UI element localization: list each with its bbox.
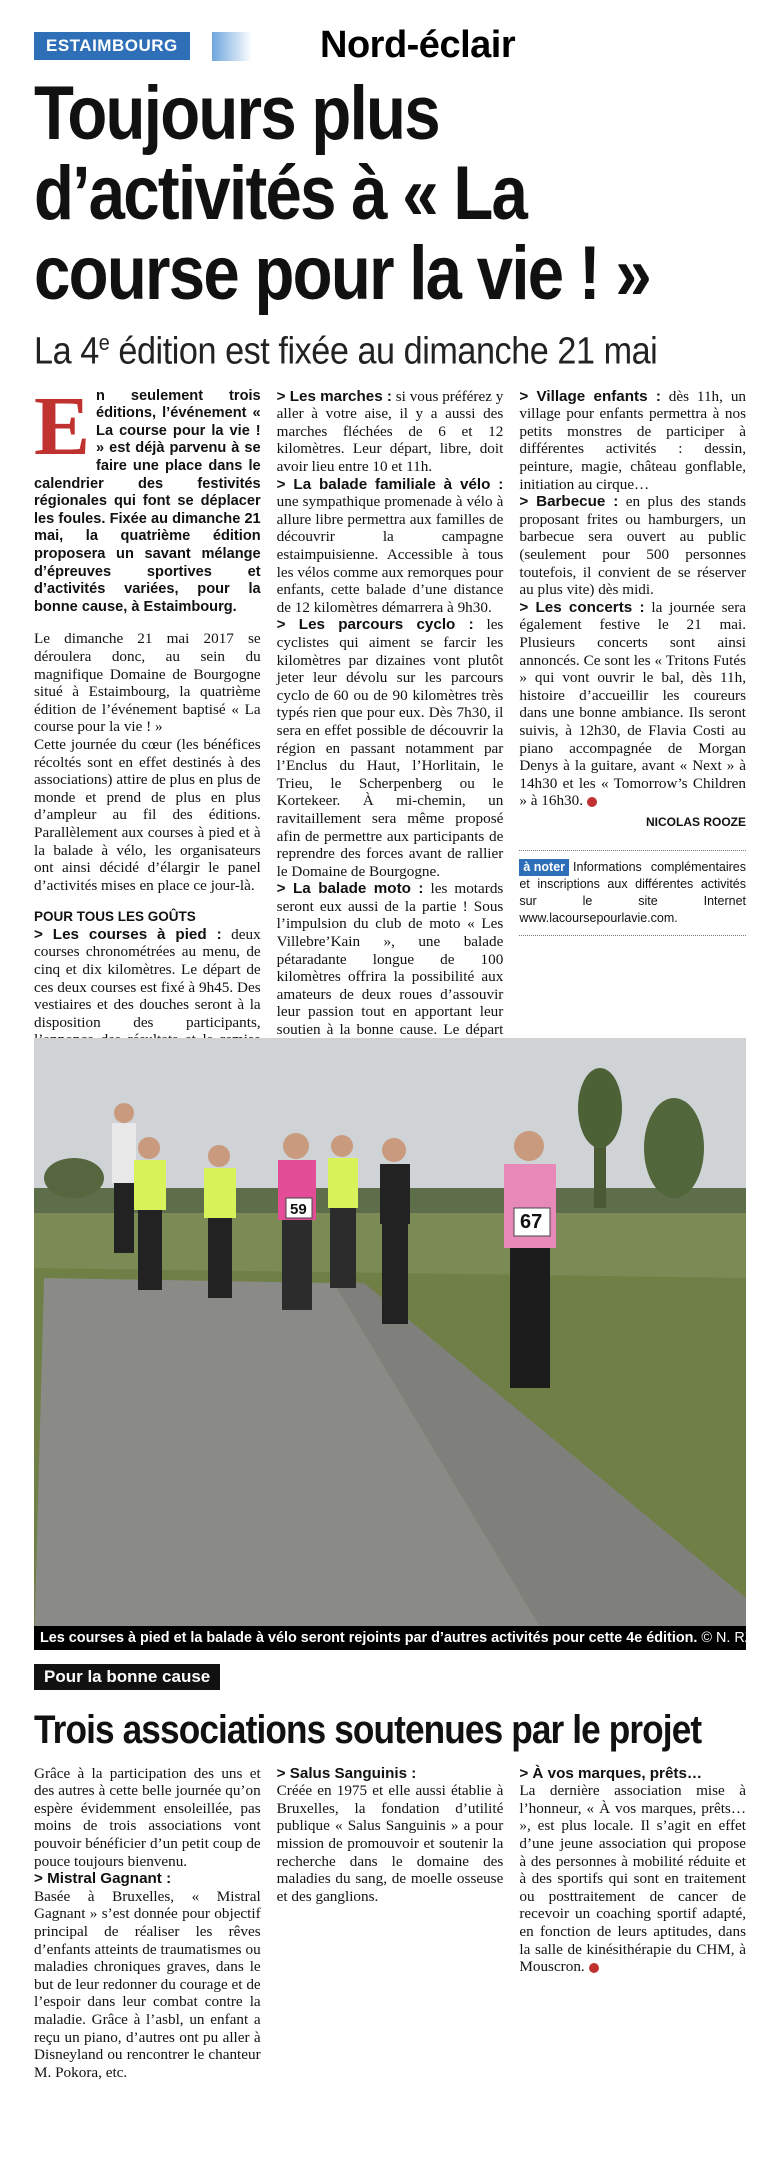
author-byline: NICOLAS ROOZE xyxy=(646,814,747,829)
item-balade xyxy=(277,476,504,617)
runners-illustration xyxy=(34,1038,746,1650)
bib-left: 59 xyxy=(290,1200,307,1218)
item-text: la journée sera également festive le 21 mai. Plusieurs concerts sont ainsi annoncés. Ce sont les « Tritons Futés » qui vont ouvrir le bal, dès 11h, histoire d’accueillir les coureurs dans une bonne ambiance. Ils seront suivis, à 12h30, de Flavia Costi au piano accompagnée de Morgan Denys à la guitare, avant « Next » à 14h30 et les « Tomorrow’s Children » à 16h30. xyxy=(519,598,747,810)
item-barbecue xyxy=(519,493,746,599)
item-text: en plus des stands proposant frites ou hamburgers, un barbecue sera ouvert au public (seulement pour 500 personnes toutefois, il convient de se réserver au plus vite) dès midi. xyxy=(519,493,747,599)
headline-line: d’activités à « La xyxy=(34,151,527,236)
body-paragraph: Cette journée du cœur (les bénéfices récoltés sont en effet destinés à des associations) attire de plus en plus de monde et prend de plus en plus d’ampleur au fil des éditions. Parallèlement aux courses à pied et à la balade à vélo, les organisateurs ont ainsi décidé d’élargir le panel d’activités mises en place ce jour-là. xyxy=(34,735,261,894)
photo-credit: © N. RZ. xyxy=(701,1629,758,1646)
dropcap: E xyxy=(34,379,91,473)
second-column-1 xyxy=(34,1765,261,2082)
second-column-2 xyxy=(277,1765,504,2082)
item-text: une sympathique promenade à vélo à allure libre permettra aux familles de découvrir la campagne estaimpuisienne. Accessible à tous les vélos comme aux remorques pour enfants, cette balade d’une distance de 12 kilomètres démarrera à 9h30. xyxy=(276,493,504,616)
section-heading: POUR TOUS LES GOÛTS xyxy=(34,909,196,925)
item-label: > Les concerts : xyxy=(519,598,645,616)
item-text: dès 11h, un village pour enfants permettra à nos petits monstres de participer à différentes activités : dessin, peinture, magie, château gonflable, initiation au cirque… xyxy=(519,387,747,493)
second-column-3 xyxy=(519,1765,746,2082)
intro-paragraph: Grâce à la participation des uns et des autres à cette belle journée qu’on espère évidemment ensoleillée, pas moins de trois associations vont pouvoir bénéficier d’un petit coup de pouce toujours bienvenu. xyxy=(34,1764,261,1870)
bib-right: 67 xyxy=(520,1210,543,1233)
item-marches xyxy=(277,388,504,476)
item-label: > Les courses à pied : xyxy=(34,925,222,943)
headline xyxy=(34,71,739,316)
masthead: Nord-éclair xyxy=(320,24,516,66)
subhead-part: édition est fixée au dimanche 21 mai xyxy=(109,330,658,373)
photo-caption xyxy=(34,1626,758,1650)
assoc-label: > Mistral Gagnant : xyxy=(34,1870,172,1888)
headline-line: course pour la vie ! » xyxy=(34,231,650,316)
article-column-2 xyxy=(276,387,504,1039)
item-village xyxy=(519,388,746,494)
article-column-3 xyxy=(519,388,746,1028)
caption-text: Les courses à pied et la balade à vélo seront rejoints par d’autres activités pour cette 4e édition. xyxy=(40,1629,698,1646)
item-text: deux courses chronométrées au menu, de cinq et dix kilomètres. Le départ de ces deux courses est fixé à 9h45. Des vestiaires et des douches seront à la disposition des participants, xyxy=(34,925,261,1031)
item-label: > Les parcours cyclo : xyxy=(276,616,474,634)
lead-paragraph xyxy=(34,379,261,617)
article-photo xyxy=(34,1038,758,1650)
item-concerts xyxy=(519,599,746,810)
item-label: > Les marches : xyxy=(276,387,392,405)
lead-text: n seulement trois éditions, l’événement « La course pour la vie ! » est déjà parvenu à se faire une place dans le calendrier des festivités régionales qui font se déplacer les foules. Fixée au dimanche 21 mai, la quatrième édition proposera un savant mélange d’épreuves sportives et d’activités variées, pour la bonne cause, à Estaimbourg. xyxy=(34,387,261,615)
item-cyclo xyxy=(277,616,504,880)
article-column-1 xyxy=(34,379,261,1031)
end-mark-icon xyxy=(589,1963,599,1973)
item-text: les motards seront eux aussi de la partie ! Sous l’impulsion du club de moto « Les Villebre’Kain », une balade pétaradante longue de 100 kilomètres offrira la possibilité aux amateurs de deux roues d’assouvir leur passion tout en apportant leur soutien à la bonne cause. Le départ xyxy=(276,880,504,1039)
note-tag: à noter xyxy=(519,859,569,876)
body-paragraph: Le dimanche 21 mai 2017 se déroulera donc, au sein du magnifique Domaine de Bourgogne situé à Estaimbourg, la quatrième édition de l’événement baptisé « La course pour la vie ! » xyxy=(34,630,261,736)
headline-line: Toujours plus xyxy=(34,71,439,156)
assoc-text-body: La dernière association mise à l’honneur, « À vos marques, prêts… », est plus locale. Il s’agit en effet d’une jeune association qui propose à des personnes à mobilité réduite et à des sportifs qui sont en traitement ou posttraitement de cancer de recevoir un coaching sportif adapté, en fonction de leurs aptitudes, dans la salle de kinésithérapie du CHM, à Mouscron. xyxy=(519,1782,747,1976)
item-label: > Barbecue : xyxy=(519,493,619,511)
section-tag: Pour la bonne cause xyxy=(34,1664,220,1690)
assoc-text: Créée en 1975 et elle aussi établie à Bruxelles, la fondation d’utilité publique « Salus Sanguinis » a pour mission de promouvoir et soutenir la recherche dans le domaine des maladies du sang, de moelle osseuse et des ganglions. xyxy=(276,1782,504,1905)
assoc-text xyxy=(519,1782,746,1976)
section-title: Trois associations soutenues par le projet xyxy=(34,1707,702,1752)
subheadline xyxy=(34,330,754,374)
info-note xyxy=(519,850,746,936)
item-label: > La balade familiale à vélo : xyxy=(276,475,504,493)
assoc-label: > À vos marques, prêts… xyxy=(519,1764,703,1782)
page-header xyxy=(34,22,746,68)
note-text: Informations complémentaires et inscriptions aux différentes activités sur le site Internet www.lacoursepourlavie.com. xyxy=(519,859,747,925)
item-label: > Village enfants : xyxy=(519,387,661,405)
subhead-part: La 4 xyxy=(34,330,99,373)
item-text: les cyclistes qui aiment se farcir les kilomètres par dizaines vont plutôt jeter leur dévolu sur les parcours cyclo de 60 ou de 90 kilomètres très typés rien que pour eux. Dès 7h30, il sera en effet possible de découvrir la région en passant notamment par l’Enclus du Haut, l’Horlitain, le Trieu, le Scherpenberg ou le Kortekeer. À mi-chemin, un ravitaillement sera même proposé afin de permettre aux participants de reprendre des forces avant de rallier le Domaine de Bourgogne. xyxy=(276,616,504,880)
rubric-fade xyxy=(212,32,252,61)
assoc-text: Basée à Bruxelles, « Mistral Gagnant » s’est donnée pour objectif principal de réaliser les rêves d’enfants atteints de traumatismes ou maladies chroniques graves, dans le but de leur redonner du courage et de l’espoir dans leur combat contre la maladie. Grâce à l’asbl, un enfant a reçu un piano, d’autres ont pu aller à Disneyland ou rencontrer le chanteur M. Pokora, etc. xyxy=(34,1887,261,2081)
item-text: si vous préférez y aller à votre aise, il y a aussi des marches fléchées de 6 et 12 kilomètres. Leur départ, libre, doit avoir lieu entre 10 et 11h. xyxy=(276,387,504,476)
subhead-sup: e xyxy=(98,330,110,355)
assoc-label: > Salus Sanguinis : xyxy=(276,1764,417,1782)
second-article-columns xyxy=(34,1765,746,2082)
item-label: > La balade moto : xyxy=(276,880,424,898)
end-mark-icon xyxy=(587,797,597,807)
article-columns xyxy=(34,379,747,1039)
rubric-tag: ESTAIMBOURG xyxy=(34,32,190,60)
